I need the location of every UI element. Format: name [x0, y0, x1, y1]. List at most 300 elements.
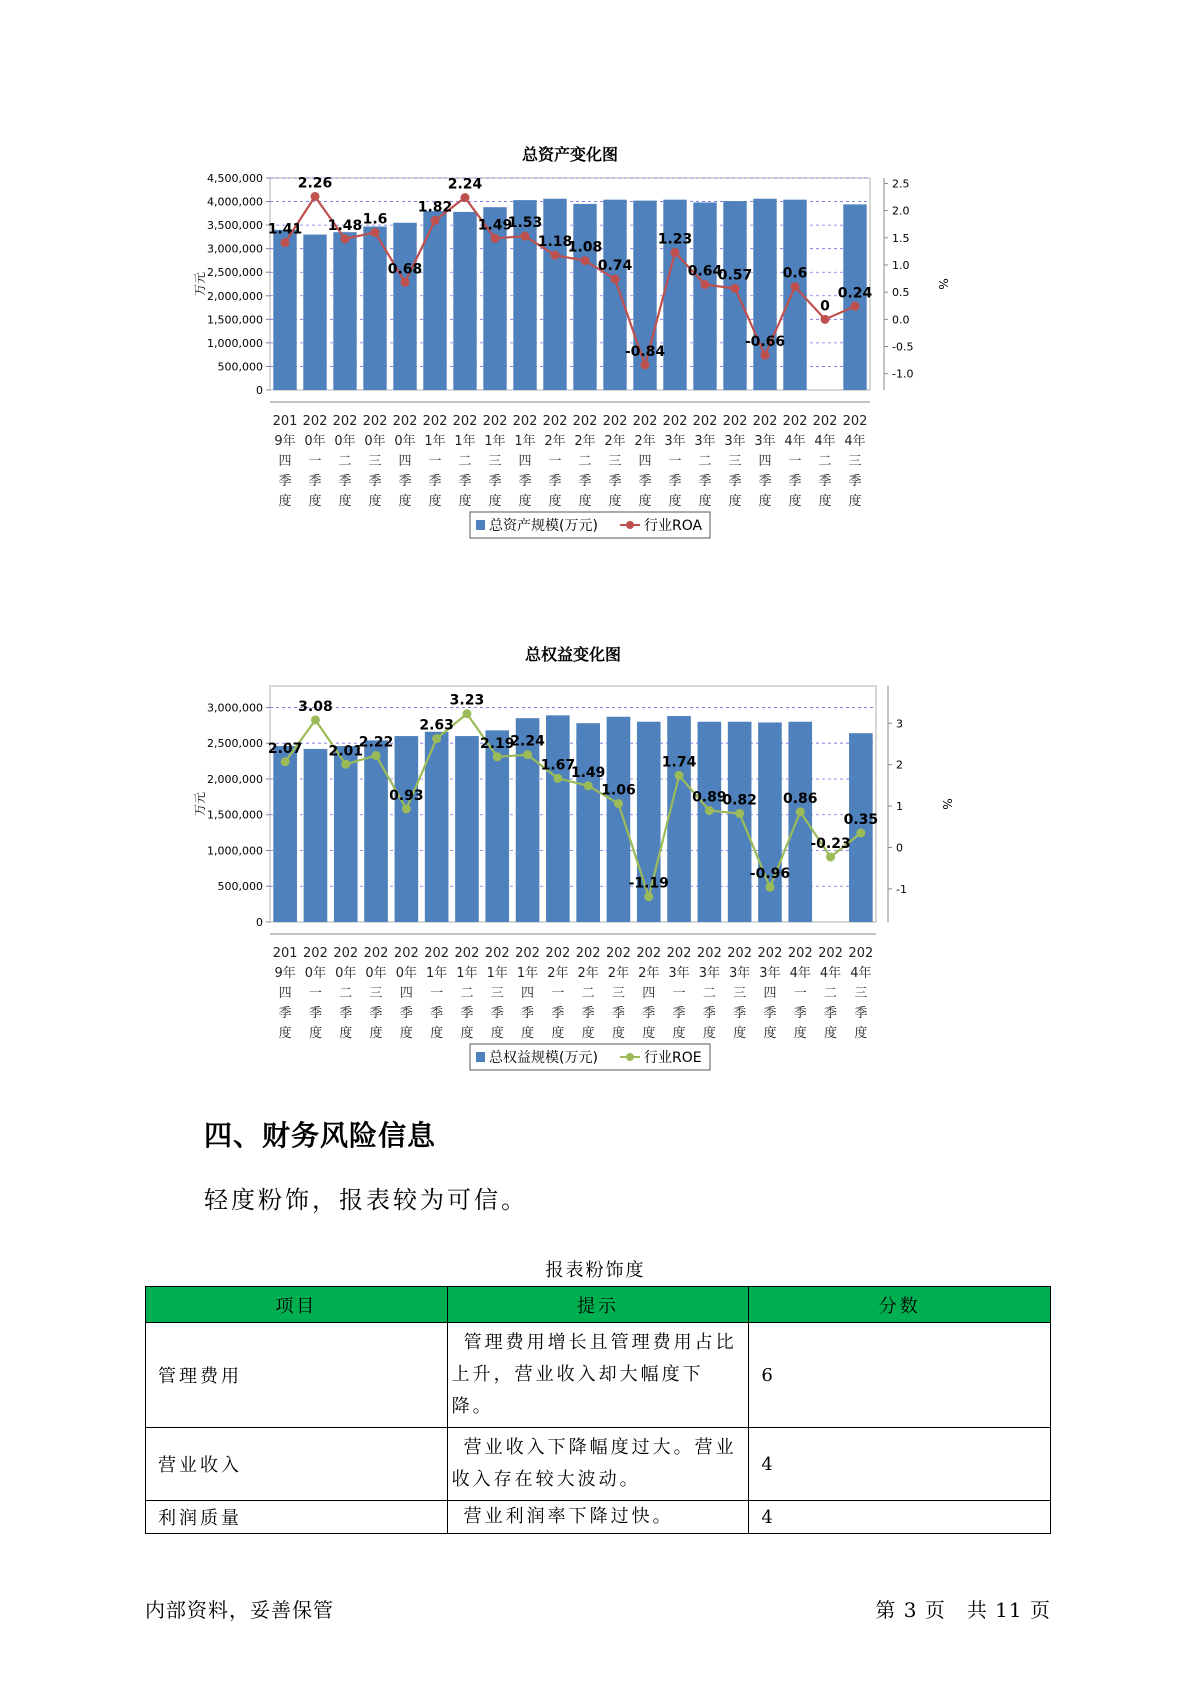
data-label: -0.23 [810, 835, 851, 852]
x-tick-label: 度 [672, 1026, 686, 1041]
x-tick-label: 度 [668, 494, 682, 509]
total-assets-chart [170, 140, 1010, 570]
x-tick-label: 度 [824, 1026, 838, 1041]
x-tick-label: 季 [488, 474, 502, 489]
x-tick-label: 202 [666, 946, 692, 961]
bar [395, 736, 419, 922]
line-point [701, 280, 710, 289]
x-tick-label: 三 [854, 986, 868, 1001]
legend-bar-label: 总权益规模(万元) [489, 1050, 598, 1066]
x-tick-label: 0年 [395, 966, 417, 981]
line-point [311, 715, 320, 724]
table-row [146, 1323, 1051, 1428]
x-tick-label: 度 [430, 1026, 444, 1041]
bar [364, 740, 388, 922]
data-label: 0.93 [389, 787, 424, 804]
x-tick-label: 度 [308, 494, 322, 509]
data-label: 0.89 [692, 789, 727, 806]
x-tick-label: 一 [548, 454, 562, 469]
x-tick-label: 0年 [334, 434, 356, 449]
bar [543, 199, 566, 390]
x-tick-label: 季 [608, 474, 622, 489]
x-tick-label: 一 [793, 986, 807, 1001]
y-left-tick-label: 3,000,000 [207, 701, 263, 715]
x-tick-label: 四 [278, 454, 292, 469]
x-tick-label: 季 [369, 1006, 383, 1021]
x-tick-label: 202 [752, 414, 778, 429]
x-tick-label: 度 [398, 494, 412, 509]
x-tick-label: 四 [518, 454, 532, 469]
y-left-axis-label: 万元 [193, 271, 207, 297]
x-tick-label: 202 [727, 946, 753, 961]
header-hint: 提示 [447, 1287, 749, 1323]
x-tick-label: 度 [854, 1026, 868, 1041]
y-left-tick-label: 1,000,000 [207, 844, 263, 858]
x-tick-label: 一 [788, 454, 802, 469]
row-hint: 营业利润率下降过快。 [447, 1501, 749, 1534]
row-item: 营业收入 [146, 1428, 448, 1501]
data-label: 1.18 [537, 234, 573, 251]
data-label: 2.63 [419, 717, 454, 734]
y-left-tick-label: 3,000,000 [207, 242, 263, 256]
line-point [311, 192, 320, 201]
bar [607, 717, 631, 922]
data-label: 1.41 [267, 221, 303, 238]
y-left-tick-label: 3,500,000 [207, 219, 263, 233]
y-right-tick-label: 2.0 [892, 204, 910, 218]
x-tick-label: 4年 [789, 966, 811, 981]
x-tick-label: 季 [728, 474, 742, 489]
bar [455, 736, 479, 922]
y-right-axis-label: % [936, 278, 950, 290]
data-label: 0.82 [722, 792, 757, 809]
x-tick-label: 三 [733, 986, 747, 1001]
x-tick-label: 季 [278, 474, 292, 489]
bar [603, 200, 626, 390]
x-tick-label: 度 [521, 1026, 535, 1041]
y-left-tick-label: 0 [256, 916, 263, 929]
x-tick-label: 季 [642, 1006, 656, 1021]
x-tick-label: 度 [848, 494, 862, 509]
line-point [796, 807, 805, 816]
section-title: 四、财务风险信息 [204, 1119, 437, 1152]
y-right-tick-label: -1.0 [892, 367, 914, 381]
x-tick-label: 度 [818, 494, 832, 509]
x-tick-label: 202 [757, 946, 783, 961]
x-tick-label: 202 [424, 946, 450, 961]
x-tick-label: 0年 [364, 434, 386, 449]
line-point [675, 771, 684, 780]
line-point [431, 216, 440, 225]
x-tick-label: 202 [636, 946, 662, 961]
data-label: 2.22 [358, 734, 394, 751]
line-point [856, 828, 865, 837]
line-point [521, 232, 530, 241]
x-tick-label: 2年 [604, 434, 626, 449]
row-hint: 管理费用增长且管理费用占比上升，营业收入却大幅度下降。 [447, 1323, 749, 1428]
x-tick-label: 2年 [607, 966, 630, 981]
bar [333, 232, 356, 390]
data-label: 1.49 [477, 217, 513, 234]
bar [576, 723, 600, 922]
x-tick-label: 4年 [819, 966, 842, 981]
x-tick-label: 季 [430, 1006, 444, 1021]
table-row [146, 1501, 1051, 1534]
x-tick-label: 一 [551, 986, 565, 1001]
y-left-tick-label: 2,500,000 [207, 266, 263, 280]
x-tick-label: 3年 [694, 434, 716, 449]
x-tick-label: 季 [611, 1006, 625, 1021]
window-dressing-table [145, 1286, 1051, 1534]
data-label: -0.84 [624, 343, 666, 360]
footer-confidential: 内部资料，妥善保管 [145, 1598, 334, 1622]
x-tick-label: 季 [399, 1006, 413, 1021]
x-tick-label: 季 [551, 1006, 565, 1021]
legend-line-label: 行业ROE [644, 1050, 702, 1066]
x-tick-label: 二 [339, 986, 353, 1001]
data-label: 1.06 [601, 782, 636, 799]
bar [637, 722, 661, 922]
x-tick-label: 202 [362, 414, 388, 429]
x-tick-label: 度 [728, 494, 742, 509]
x-tick-label: 0年 [304, 966, 327, 981]
line-point [281, 238, 290, 247]
x-tick-label: 二 [338, 454, 352, 469]
x-tick-label: 季 [339, 1006, 353, 1021]
x-tick-label: 四 [398, 454, 412, 469]
data-label: 1.6 [362, 211, 388, 228]
line-point [341, 760, 350, 769]
data-label: 2.07 [267, 740, 303, 757]
y-right-tick-label: -0.5 [892, 340, 914, 354]
x-tick-label: 季 [733, 1006, 747, 1021]
x-tick-label: 202 [422, 414, 448, 429]
x-tick-label: 二 [818, 454, 832, 469]
line-point [551, 251, 560, 260]
bar [546, 715, 570, 922]
x-tick-label: 0年 [394, 434, 416, 449]
x-tick-label: 三 [848, 454, 862, 469]
x-tick-label: 二 [698, 454, 712, 469]
row-item: 利润质量 [146, 1501, 448, 1534]
x-tick-label: 季 [638, 474, 652, 489]
bar [393, 223, 416, 390]
x-tick-label: 202 [632, 414, 658, 429]
x-tick-label: 202 [512, 414, 538, 429]
line-point [705, 806, 714, 815]
x-tick-label: 二 [458, 454, 472, 469]
y-left-tick-label: 1,500,000 [207, 808, 263, 822]
x-tick-label: 202 [782, 414, 808, 429]
header-item: 项目 [146, 1287, 448, 1323]
x-tick-label: 202 [363, 946, 389, 961]
x-tick-label: 度 [460, 1026, 474, 1041]
x-tick-label: 202 [515, 946, 540, 961]
table-caption: 报表粉饰度 [545, 1260, 646, 1281]
x-tick-label: 度 [793, 1026, 807, 1041]
x-tick-label: 季 [672, 1006, 686, 1021]
x-tick-label: 三 [728, 454, 742, 469]
table-row [146, 1428, 1051, 1501]
y-left-tick-label: 500,000 [217, 360, 263, 374]
x-tick-label: 202 [602, 414, 628, 429]
x-tick-label: 季 [490, 1006, 504, 1021]
x-tick-label: 度 [611, 1026, 625, 1041]
x-tick-label: 3年 [668, 966, 690, 981]
x-tick-label: 202 [545, 946, 571, 961]
line-point [614, 799, 623, 808]
x-tick-label: 度 [338, 494, 352, 509]
x-tick-label: 季 [698, 474, 712, 489]
y-right-tick-label: 0.5 [892, 286, 910, 300]
x-tick-label: 季 [458, 474, 472, 489]
x-tick-label: 202 [812, 414, 838, 429]
y-left-tick-label: 4,500,000 [207, 172, 263, 185]
x-tick-label: 4年 [814, 434, 836, 449]
data-label: -0.96 [749, 866, 791, 883]
x-tick-label: 度 [702, 1026, 716, 1041]
bar [334, 746, 358, 922]
x-tick-label: 202 [393, 946, 419, 961]
x-tick-label: 202 [454, 946, 480, 961]
x-tick-label: 度 [548, 494, 562, 509]
x-tick-label: 一 [430, 986, 444, 1001]
x-tick-label: 度 [758, 494, 772, 509]
x-tick-label: 202 [696, 946, 722, 961]
x-tick-label: 度 [638, 494, 652, 509]
x-tick-label: 度 [339, 1026, 353, 1041]
x-tick-label: 季 [788, 474, 802, 489]
x-tick-label: 度 [698, 494, 712, 509]
y-right-tick-label: 0.0 [892, 313, 910, 327]
data-label: 3.23 [449, 692, 485, 709]
y-right-tick-label: -1 [896, 882, 907, 896]
x-tick-label: 202 [303, 946, 328, 961]
x-tick-label: 度 [733, 1026, 747, 1041]
x-tick-label: 0年 [304, 434, 326, 449]
line-point [821, 315, 830, 324]
line-point [731, 284, 740, 293]
x-tick-label: 3年 [664, 434, 686, 449]
x-tick-label: 202 [662, 414, 688, 429]
x-tick-label: 季 [308, 1006, 322, 1021]
data-label: 0 [820, 298, 830, 315]
x-tick-label: 1年 [484, 434, 506, 449]
data-label: -0.66 [744, 334, 786, 351]
x-tick-label: 1年 [424, 434, 446, 449]
legend-line-marker [626, 1053, 634, 1061]
header-score: 分数 [749, 1287, 1051, 1323]
line-point [462, 709, 471, 718]
data-label: 1.74 [661, 754, 697, 771]
x-tick-label: 二 [702, 986, 716, 1001]
x-tick-label: 202 [787, 946, 813, 961]
data-label: 0.6 [782, 265, 808, 282]
x-tick-label: 季 [578, 474, 592, 489]
x-tick-label: 202 [842, 414, 868, 429]
data-label: 2.24 [447, 176, 483, 193]
x-tick-label: 一 [308, 454, 322, 469]
data-label: 0.68 [387, 261, 423, 278]
x-tick-label: 201 [272, 414, 298, 429]
total-equity-chart-svg [170, 640, 1010, 1090]
bar [788, 722, 812, 922]
x-tick-label: 四 [758, 454, 772, 469]
x-tick-label: 度 [608, 494, 622, 509]
x-tick-label: 四 [521, 986, 535, 1001]
x-tick-label: 季 [338, 474, 352, 489]
x-tick-label: 季 [428, 474, 442, 489]
row-score: 4 [749, 1428, 1051, 1501]
x-tick-label: 度 [763, 1026, 777, 1041]
x-tick-label: 度 [458, 494, 472, 509]
legend-line-label: 行业ROA [644, 518, 703, 534]
x-tick-label: 3年 [724, 434, 746, 449]
x-tick-label: 202 [818, 946, 843, 961]
line-point [432, 734, 441, 743]
x-tick-label: 0年 [335, 966, 357, 981]
x-tick-label: 3年 [698, 966, 720, 981]
data-label: 2.01 [328, 743, 364, 760]
line-point [341, 234, 350, 243]
x-tick-label: 季 [518, 474, 532, 489]
x-tick-label: 度 [368, 494, 382, 509]
x-tick-label: 4年 [784, 434, 806, 449]
data-label: 2.24 [510, 733, 545, 750]
x-tick-label: 度 [278, 1026, 292, 1041]
data-label: 0.57 [717, 267, 753, 284]
data-label: 1.49 [570, 764, 606, 781]
bar [453, 212, 476, 390]
x-tick-label: 202 [572, 414, 598, 429]
x-tick-label: 1年 [426, 966, 448, 981]
x-tick-label: 202 [848, 946, 874, 961]
line-point [735, 809, 744, 818]
data-label: 0.74 [597, 258, 633, 275]
bar [728, 722, 752, 922]
data-label: 0.64 [687, 263, 723, 280]
y-right-axis-label: % [940, 798, 954, 810]
x-tick-label: 三 [369, 986, 383, 1001]
data-label: -1.19 [628, 875, 669, 892]
x-tick-label: 季 [824, 1006, 838, 1021]
data-label: 1.82 [417, 199, 453, 216]
x-tick-label: 度 [490, 1026, 504, 1041]
x-tick-label: 202 [302, 414, 328, 429]
x-tick-label: 4年 [844, 434, 866, 449]
legend-bar-label: 总资产规模(万元) [489, 518, 598, 534]
x-tick-label: 202 [484, 946, 510, 961]
x-tick-label: 季 [793, 1006, 807, 1021]
x-tick-label: 2年 [634, 434, 656, 449]
data-label: 1.48 [327, 217, 363, 234]
y-left-tick-label: 2,000,000 [207, 772, 263, 786]
x-tick-label: 三 [488, 454, 502, 469]
x-tick-label: 202 [575, 946, 601, 961]
row-item: 管理费用 [146, 1323, 448, 1428]
line-point [584, 781, 593, 790]
plot-area [267, 178, 870, 390]
x-tick-label: 0年 [365, 966, 387, 981]
y-right-tick-label: 3 [896, 717, 903, 731]
x-tick-label: 季 [763, 1006, 777, 1021]
bar [693, 202, 716, 390]
chart-title: 总资产变化图 [521, 145, 619, 164]
y-left-tick-label: 0 [256, 384, 263, 397]
x-tick-label: 202 [333, 946, 359, 961]
line-point [402, 804, 411, 813]
bar [573, 204, 596, 390]
x-tick-label: 二 [824, 986, 838, 1001]
x-tick-label: 1年 [486, 966, 508, 981]
line-point [851, 302, 860, 311]
line-point [401, 278, 410, 287]
data-label: 1.08 [567, 239, 603, 256]
x-tick-label: 季 [368, 474, 382, 489]
legend-bar-swatch [476, 1052, 485, 1062]
risk-summary: 轻度粉饰，报表较为可信。 [204, 1186, 528, 1214]
x-tick-label: 度 [551, 1026, 565, 1041]
x-tick-label: 202 [452, 414, 478, 429]
x-tick-label: 度 [642, 1026, 656, 1041]
bar [663, 200, 686, 390]
row-hint: 营业收入下降幅度过大。营业收入存在较大波动。 [447, 1428, 749, 1501]
bar [304, 749, 328, 922]
y-left-tick-label: 4,000,000 [207, 195, 263, 209]
line-point [671, 248, 680, 257]
data-label: 3.08 [298, 698, 333, 715]
x-tick-label: 202 [392, 414, 418, 429]
row-score: 4 [749, 1501, 1051, 1534]
line-point [461, 193, 470, 202]
x-tick-label: 度 [308, 1026, 322, 1041]
line-point [826, 852, 835, 861]
x-tick-label: 201 [272, 946, 298, 961]
x-tick-label: 度 [788, 494, 802, 509]
x-tick-label: 1年 [516, 966, 539, 981]
y-right-tick-label: 1 [896, 800, 903, 814]
x-tick-label: 202 [482, 414, 508, 429]
x-tick-label: 2年 [577, 966, 599, 981]
x-tick-label: 一 [668, 454, 682, 469]
bar [753, 199, 776, 390]
x-tick-label: 季 [758, 474, 772, 489]
x-tick-label: 度 [399, 1026, 413, 1041]
y-left-tick-label: 2,000,000 [207, 289, 263, 303]
bar [303, 235, 326, 390]
x-tick-label: 2年 [574, 434, 596, 449]
data-label: 1.23 [657, 231, 693, 248]
y-right-tick-label: 1.5 [892, 231, 910, 245]
line-point [644, 892, 653, 901]
row-score: 6 [749, 1323, 1051, 1428]
x-tick-label: 三 [368, 454, 382, 469]
x-tick-label: 度 [369, 1026, 383, 1041]
line-point [491, 234, 500, 243]
x-tick-label: 季 [521, 1006, 535, 1021]
x-tick-label: 2年 [547, 966, 569, 981]
bar [723, 201, 746, 390]
line-point [372, 751, 381, 760]
y-left-tick-label: 2,500,000 [207, 737, 263, 751]
x-tick-label: 度 [428, 494, 442, 509]
x-tick-label: 1年 [456, 966, 478, 981]
bar [273, 230, 296, 390]
x-tick-label: 季 [278, 1006, 292, 1021]
y-right-tick-label: 1.0 [892, 258, 910, 272]
x-tick-label: 季 [818, 474, 832, 489]
x-tick-label: 季 [702, 1006, 716, 1021]
